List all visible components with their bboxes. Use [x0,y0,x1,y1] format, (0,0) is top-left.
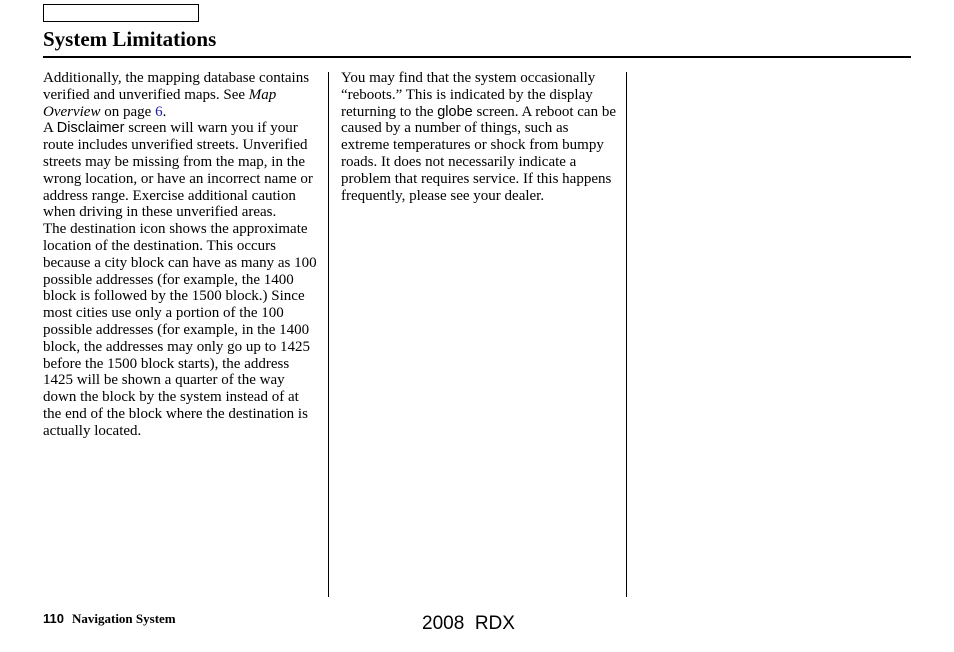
middle-column [341,70,617,204]
text: Additionally, the mapping database contains verified and unverified maps. See [43,70,310,103]
text: You may find that the system occasionally “reboots.” This is indicated by the display returning to the [341,70,596,120]
footer-left [43,611,176,627]
paragraph-reboots [341,70,617,204]
header-tab-box [43,4,199,22]
globe-term: globe [437,103,473,120]
column-divider-1 [328,72,329,597]
disclaimer-term: Disclaimer [56,120,125,137]
text: screen will warn you if your route includes unverified streets. Unverified streets may be missing from the map, in the wrong location, or have an incorrect name or address range. Exercise additional caution when driving in these unverified areas. [43,120,313,221]
left-column [43,70,319,440]
page-title: System Limitations [43,27,217,51]
text: screen. A reboot can be caused by a number of things, such as extreme temperatures or shock from bumpy roads. It does not necessarily indicate a problem that requires service. If this happens frequently, please see your dealer. [341,103,616,204]
page-number: 110 [43,611,64,626]
map-overview-ref: Map Overview [43,86,277,120]
title-rule [43,56,911,58]
text: . [162,103,167,120]
section-name: Navigation System [71,611,176,626]
model-label: 2008 RDX [422,613,515,634]
paragraph-destination-icon: The destination icon shows the approximate location of the destination. This occurs because a city block can have as many as 100 possible addresses (for example, the 1400 block is followed by the 1500 block.) Since most cities use only a portion of the 100 possible addresses (for example, in the 1400 block, the addresses may only go up to 1425 before the 1500 block starts), the address 1425 will be shown a quarter of the way down the block by the system instead of at the end of the block where the destination is actually located. [43,221,317,439]
paragraph-map-database [43,70,319,120]
text: A [43,120,57,137]
text: on page [100,103,156,120]
column-divider-2 [626,72,627,597]
page-link[interactable]: 6 [155,103,163,120]
paragraph-disclaimer [43,120,319,221]
